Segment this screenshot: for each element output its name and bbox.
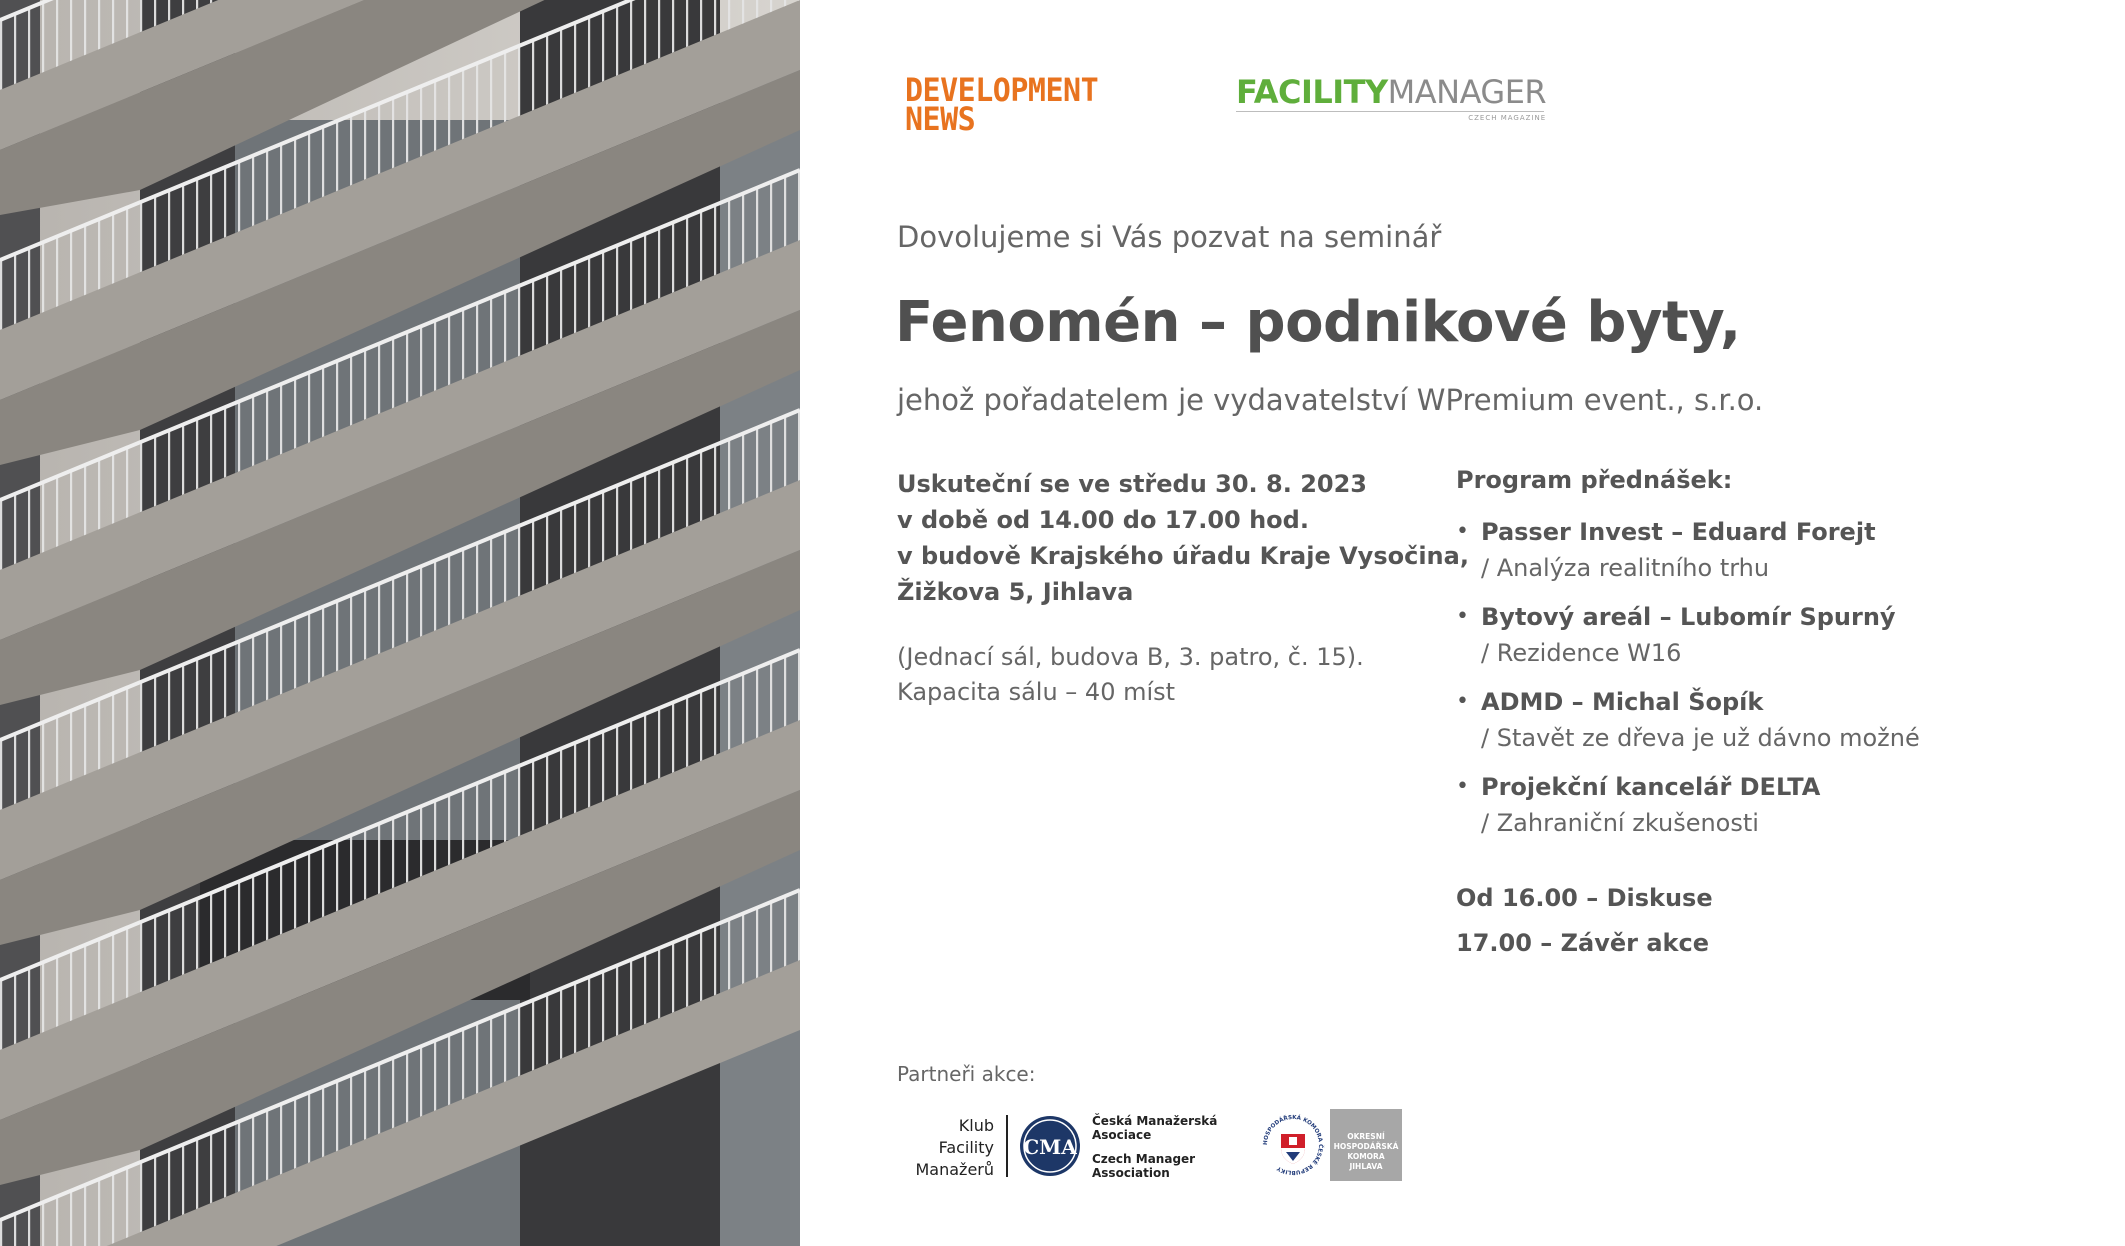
cma-text: Česká Manažerská Asociace Czech Manager Association xyxy=(1092,1114,1218,1180)
kfm-divider xyxy=(1006,1115,1008,1177)
bullet-icon: • xyxy=(1456,689,1469,714)
talk-topic: / Rezidence W16 xyxy=(1481,639,1682,667)
bullet-icon: • xyxy=(1456,519,1469,544)
closing-time: 17.00 – Závěr akce xyxy=(1456,929,1709,957)
development-news-logo: DEVELOPMENT NEWS xyxy=(905,71,1099,139)
facility-manager-logo-part1: FACILITY xyxy=(1236,73,1388,111)
event-line: v době od 14.00 do 17.00 hod. xyxy=(897,506,1309,534)
talk-topic: / Zahraniční zkušenosti xyxy=(1481,809,1759,837)
talk-topic: / Analýza realitního trhu xyxy=(1481,554,1770,582)
speaker-name: Projekční kancelář DELTA xyxy=(1481,773,1821,801)
partners-label: Partneři akce: xyxy=(897,1062,1036,1086)
invitation-panel xyxy=(800,0,2125,1246)
talk-topic: / Stavět ze dřeva je už dávno možné xyxy=(1481,724,1920,752)
facade-illustration xyxy=(0,0,800,1246)
facility-manager-logo-part2: MANAGER xyxy=(1387,73,1547,111)
organizer-text: jehož pořadatelem je vydavatelství WPremium event., s.r.o. xyxy=(897,383,1764,417)
seminar-title: Fenomén – podnikové byty, xyxy=(895,290,1741,355)
event-details xyxy=(897,466,1469,610)
ohk-seal-text: HOSPODÁŘSKÁ KOMORA ČESKÉ REPUBLIKY xyxy=(1262,1114,1324,1176)
event-line: Uskuteční se ve středu 30. 8. 2023 xyxy=(897,470,1367,498)
facility-manager-logo xyxy=(1236,73,1547,122)
ohk-seal-icon xyxy=(1260,1112,1326,1182)
kfm-logo: Klub Facility Manažerů xyxy=(915,1116,994,1179)
speaker-name: Passer Invest – Eduard Forejt xyxy=(1481,518,1876,546)
event-line: v budově Krajského úřadu Kraje Vysočina, xyxy=(897,542,1469,570)
list-item xyxy=(1456,769,1920,841)
capacity-text: Kapacita sálu – 40 míst xyxy=(897,678,1176,706)
speaker-name: ADMD – Michal Šopík xyxy=(1481,688,1764,716)
room-text: (Jednací sál, budova B, 3. patro, č. 15). xyxy=(897,643,1364,671)
bullet-icon: • xyxy=(1456,774,1469,799)
facility-manager-logo-sub: CZECH MAGAZINE xyxy=(1468,114,1547,122)
speaker-name: Bytový areál – Lubomír Spurný xyxy=(1481,603,1896,631)
list-item xyxy=(1456,599,1920,671)
discussion-time: Od 16.00 – Diskuse xyxy=(1456,884,1713,912)
program-title: Program přednášek: xyxy=(1456,466,1733,494)
cma-mark: CMA xyxy=(1023,1135,1077,1159)
cma-logo-icon xyxy=(1018,1114,1082,1182)
ohk-jihlava-logo: OKRESNÍ HOSPODÁŘSKÁ KOMORA JIHLAVA xyxy=(1330,1109,1402,1181)
bullet-icon: • xyxy=(1456,604,1469,629)
building-photo xyxy=(0,0,800,1246)
list-item xyxy=(1456,684,1920,756)
logo-underline xyxy=(1236,111,1544,112)
program-list xyxy=(1456,514,1920,854)
event-line: Žižkova 5, Jihlava xyxy=(897,578,1134,606)
room-details xyxy=(897,640,1364,710)
invite-text: Dovolujeme si Vás pozvat na seminář xyxy=(897,220,1442,254)
list-item xyxy=(1456,514,1920,586)
